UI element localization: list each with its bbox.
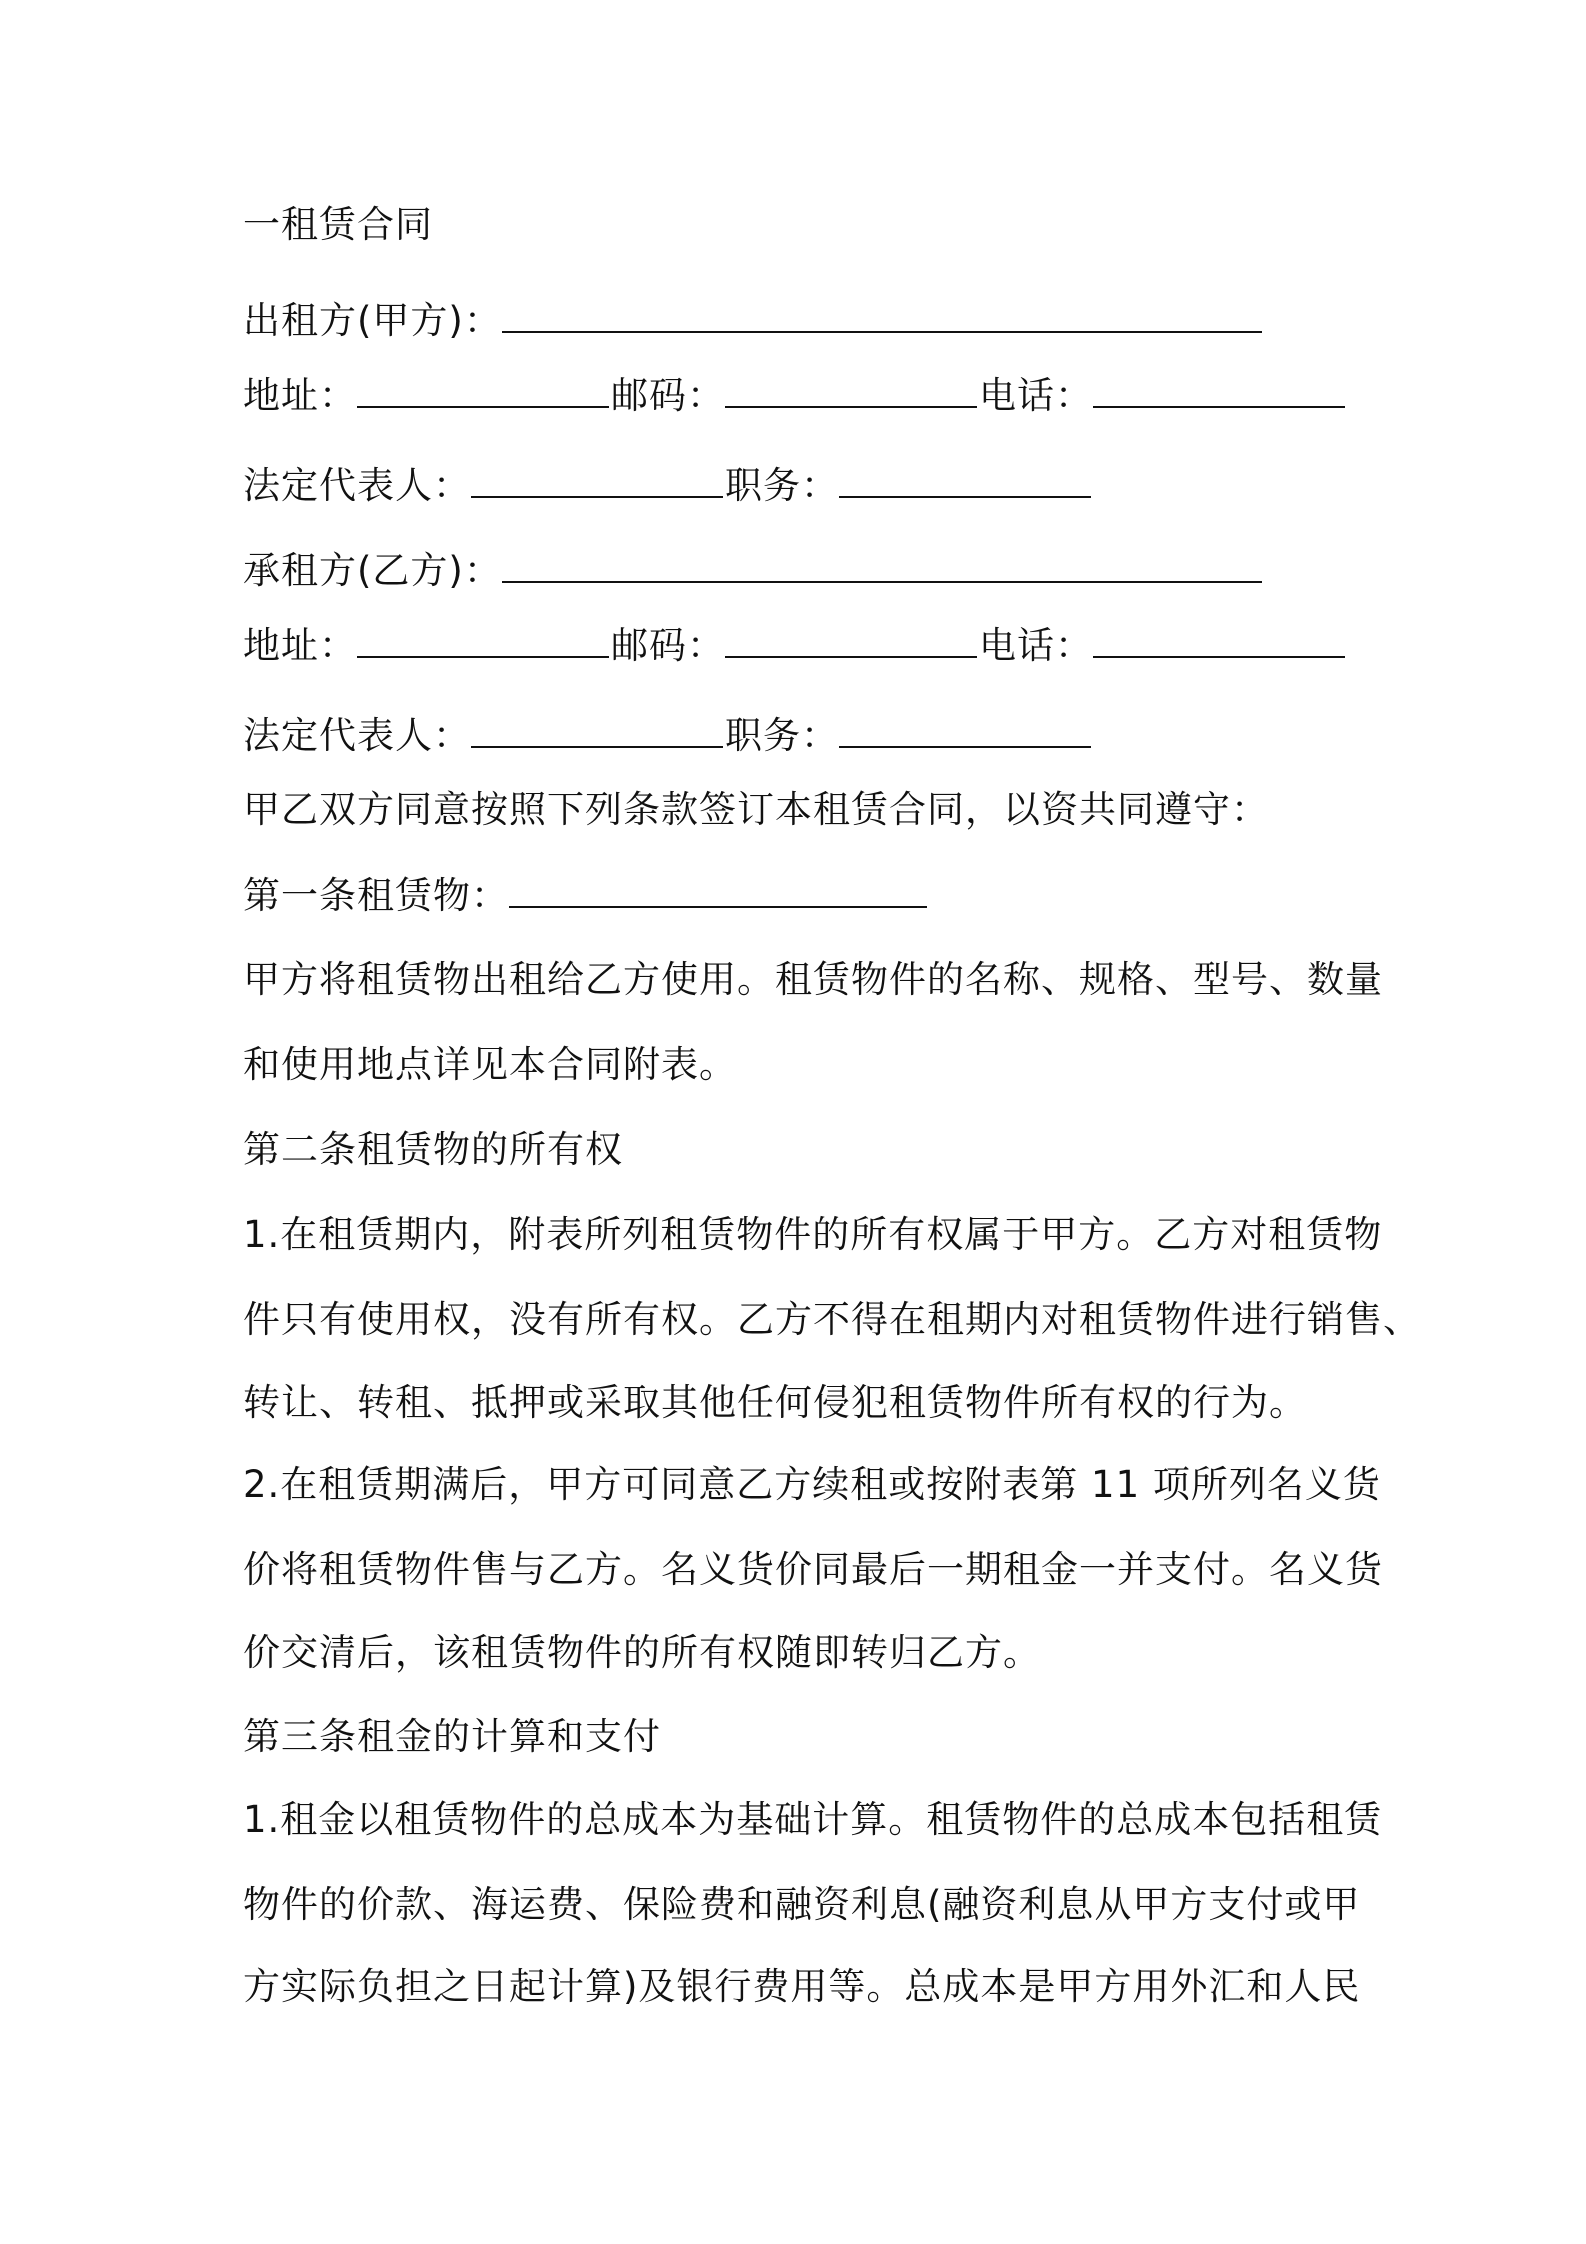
lessee-address-label: 地址： [243,624,357,667]
lessor-line [243,295,1264,346]
article2-item1-line: 1.在租赁期内，附表所列租赁物件的所有权属于甲方。乙方对租赁物 [243,1213,1383,1256]
lessee-label: 承租方(乙方)： [243,549,502,592]
article2-item2-line: 2.在租赁期满后，甲方可同意乙方续租或按附表第 11 项所列名义货 [243,1463,1381,1506]
article3-item1-line: 方实际负担之日起计算)及银行费用等。总成本是甲方用外汇和人民 [243,1965,1361,2008]
lessee-address-blank [357,620,609,658]
article3-item1-line: 物件的价款、海运费、保险费和融资利息(融资利息从甲方支付或甲 [243,1883,1361,1926]
article2-item1-line: 转让、转租、抵押或采取其他任何侵犯租赁物件所有权的行为。 [243,1381,1307,1424]
lessee-name-blank [502,545,1262,583]
agreement-statement: 甲乙双方同意按照下列条款签订本租赁合同，以资共同遵守： [243,788,1269,831]
article3-heading: 第三条租金的计算和支付 [243,1715,661,1758]
article1-text-line: 甲方将租赁物出租给乙方使用。租赁物件的名称、规格、型号、数量 [243,958,1383,1001]
lessor-postcode-label: 邮码： [611,374,725,417]
article1-line [243,870,929,921]
article1-blank [509,870,927,908]
lessor-position-blank [839,460,1091,498]
article2-item2-line: 价将租赁物件售与乙方。名义货价同最后一期租金一并支付。名义货 [243,1548,1383,1591]
lessee-contact-line [243,620,1347,671]
lessee-position-label: 职务： [725,714,839,757]
lessee-line [243,545,1264,596]
lessor-address-blank [357,370,609,408]
lessee-rep-line [243,710,1093,761]
article3-item1-line: 1.租金以租赁物件的总成本为基础计算。租赁物件的总成本包括租赁 [243,1798,1383,1841]
lessor-name-blank [502,295,1262,333]
lessee-phone-blank [1093,620,1345,658]
article1-text-line: 和使用地点详见本合同附表。 [243,1043,737,1086]
lessor-postcode-blank [725,370,977,408]
lessor-contact-line [243,370,1347,421]
lessee-postcode-blank [725,620,977,658]
article1-label: 第一条租赁物： [243,874,509,917]
lessor-phone-blank [1093,370,1345,408]
lessor-label: 出租方(甲方)： [243,299,502,342]
lessee-postcode-label: 邮码： [611,624,725,667]
article2-item1-line: 件只有使用权，没有所有权。乙方不得在租期内对租赁物件进行销售、 [243,1298,1421,1341]
lessee-rep-blank [471,710,723,748]
article2-heading: 第二条租赁物的所有权 [243,1128,623,1171]
lessee-rep-label: 法定代表人： [243,714,471,757]
lessor-rep-line [243,460,1093,511]
lessor-position-label: 职务： [725,464,839,507]
lessee-position-blank [839,710,1091,748]
lessor-rep-label: 法定代表人： [243,464,471,507]
article2-item2-line: 价交清后，该租赁物件的所有权随即转归乙方。 [243,1631,1041,1674]
lessor-address-label: 地址： [243,374,357,417]
lessor-phone-label: 电话： [979,374,1093,417]
lessor-rep-blank [471,460,723,498]
document-title: 一租赁合同 [243,203,433,246]
lessee-phone-label: 电话： [979,624,1093,667]
